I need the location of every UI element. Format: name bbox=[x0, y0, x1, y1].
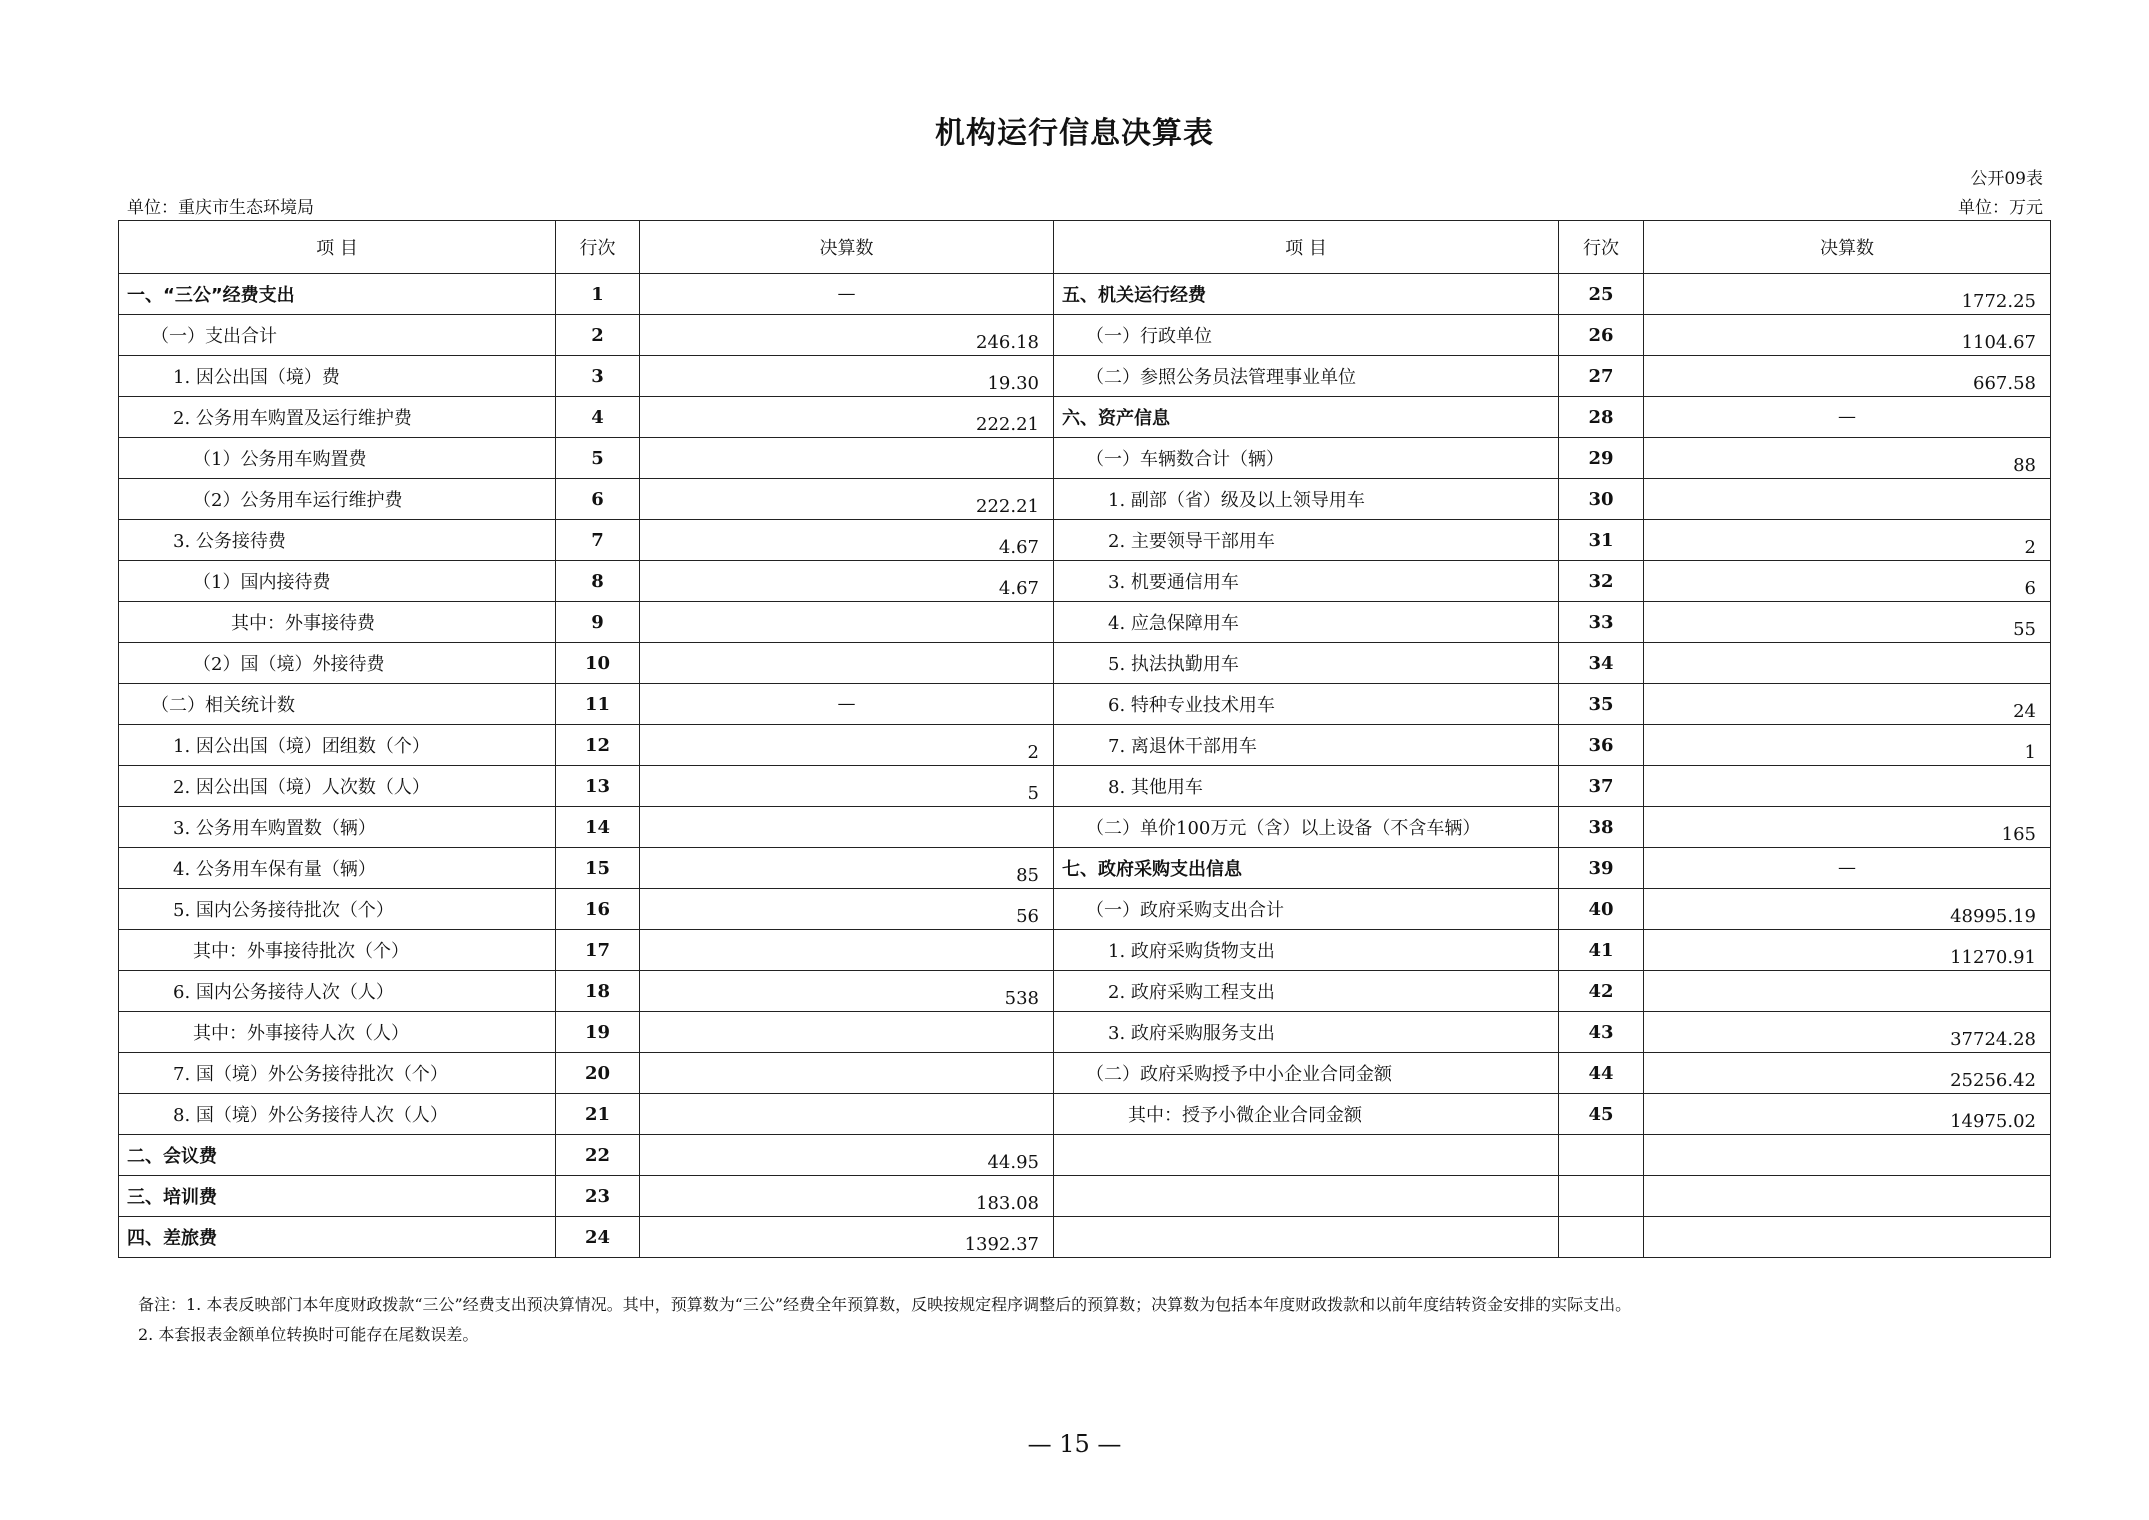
table-row bbox=[119, 602, 2051, 643]
header-item: 项 目 bbox=[119, 221, 556, 274]
right-item-label: （二）单价100万元（含）以上设备（不含车辆） bbox=[1054, 807, 1559, 848]
right-item-label: （一）车辆数合计（辆） bbox=[1054, 438, 1559, 479]
right-row-number bbox=[1559, 1135, 1644, 1176]
left-row-number: 21 bbox=[556, 1094, 640, 1135]
left-item-label: 一、“三公”经费支出 bbox=[119, 274, 556, 315]
right-item-label: 五、机关运行经费 bbox=[1054, 274, 1559, 315]
form-number: 公开09表 bbox=[1970, 169, 2043, 189]
table-body bbox=[119, 274, 2051, 1258]
left-row-number: 1 bbox=[556, 274, 640, 315]
page-title: 机构运行信息决算表 bbox=[935, 116, 1214, 151]
reporting-unit: 单位：重庆市生态环境局 bbox=[127, 198, 314, 218]
right-row-number: 32 bbox=[1559, 561, 1644, 602]
left-row-number: 18 bbox=[556, 971, 640, 1012]
left-amount-value: 1392.37 bbox=[640, 1217, 1054, 1258]
left-amount-value: 44.95 bbox=[640, 1135, 1054, 1176]
left-item-label: 3. 公务接待费 bbox=[119, 520, 556, 561]
table-row bbox=[119, 397, 2051, 438]
table-row bbox=[119, 1176, 2051, 1217]
left-item-label: 7. 国（境）外公务接待批次（个） bbox=[119, 1053, 556, 1094]
left-row-number: 13 bbox=[556, 766, 640, 807]
left-item-label: 5. 国内公务接待批次（个） bbox=[119, 889, 556, 930]
left-row-number: 14 bbox=[556, 807, 640, 848]
left-amount-value bbox=[640, 1012, 1054, 1053]
left-item-label: 三、培训费 bbox=[119, 1176, 556, 1217]
right-row-number bbox=[1559, 1176, 1644, 1217]
header-amount-right: 决算数 bbox=[1644, 221, 2051, 274]
notes bbox=[138, 1290, 1631, 1350]
left-row-number: 24 bbox=[556, 1217, 640, 1258]
right-row-number: 43 bbox=[1559, 1012, 1644, 1053]
left-amount-value bbox=[640, 438, 1054, 479]
right-item-label: 5. 执法执勤用车 bbox=[1054, 643, 1559, 684]
right-item-label: 2. 政府采购工程支出 bbox=[1054, 971, 1559, 1012]
right-row-number: 31 bbox=[1559, 520, 1644, 561]
table-row bbox=[119, 274, 2051, 315]
table-row bbox=[119, 315, 2051, 356]
table-row bbox=[119, 725, 2051, 766]
amount-unit: 单位：万元 bbox=[1958, 198, 2043, 218]
left-row-number: 6 bbox=[556, 479, 640, 520]
left-item-label: 其中：外事接待费 bbox=[119, 602, 556, 643]
table-row bbox=[119, 1012, 2051, 1053]
table-row bbox=[119, 356, 2051, 397]
left-amount-value: — bbox=[640, 684, 1054, 725]
left-row-number: 2 bbox=[556, 315, 640, 356]
left-row-number: 9 bbox=[556, 602, 640, 643]
left-row-number: 15 bbox=[556, 848, 640, 889]
left-item-label: 四、差旅费 bbox=[119, 1217, 556, 1258]
left-row-number: 3 bbox=[556, 356, 640, 397]
left-amount-value: 4.67 bbox=[640, 520, 1054, 561]
right-amount-value bbox=[1644, 1217, 2051, 1258]
left-item-label: （2）公务用车运行维护费 bbox=[119, 479, 556, 520]
right-item-label: 3. 政府采购服务支出 bbox=[1054, 1012, 1559, 1053]
table-row bbox=[119, 807, 2051, 848]
left-amount-value: 56 bbox=[640, 889, 1054, 930]
left-row-number: 19 bbox=[556, 1012, 640, 1053]
note-line-1: 备注：1. 本表反映部门本年度财政拨款“三公”经费支出预决算情况。其中，预算数为“三公”经费全年预算数，反映按规定程序调整后的预算数；决算数为包括本年度财政拨款和以前年度结转资金安排的实际支出。 bbox=[138, 1295, 1632, 1314]
left-item-label: 2. 公务用车购置及运行维护费 bbox=[119, 397, 556, 438]
right-item-label: 8. 其他用车 bbox=[1054, 766, 1559, 807]
right-amount-value: 14975.02 bbox=[1644, 1094, 2051, 1135]
right-amount-value: 11270.91 bbox=[1644, 930, 2051, 971]
right-item-label bbox=[1054, 1135, 1559, 1176]
table-row bbox=[119, 889, 2051, 930]
left-row-number: 5 bbox=[556, 438, 640, 479]
table-row bbox=[119, 684, 2051, 725]
left-row-number: 22 bbox=[556, 1135, 640, 1176]
right-row-number: 41 bbox=[1559, 930, 1644, 971]
right-row-number: 39 bbox=[1559, 848, 1644, 889]
right-row-number: 28 bbox=[1559, 397, 1644, 438]
header-amount: 决算数 bbox=[640, 221, 1054, 274]
table-row bbox=[119, 1217, 2051, 1258]
left-item-label: （1）公务用车购置费 bbox=[119, 438, 556, 479]
right-item-label: 其中：授予小微企业合同金额 bbox=[1054, 1094, 1559, 1135]
left-amount-value: 222.21 bbox=[640, 479, 1054, 520]
left-amount-value bbox=[640, 930, 1054, 971]
table-row bbox=[119, 848, 2051, 889]
header-row-no: 行次 bbox=[556, 221, 640, 274]
table-row bbox=[119, 766, 2051, 807]
note-line-2: 2. 本套报表金额单位转换时可能存在尾数误差。 bbox=[138, 1325, 479, 1344]
right-amount-value: 55 bbox=[1644, 602, 2051, 643]
right-item-label: 6. 特种专业技术用车 bbox=[1054, 684, 1559, 725]
right-row-number: 33 bbox=[1559, 602, 1644, 643]
left-item-label: 6. 国内公务接待人次（人） bbox=[119, 971, 556, 1012]
right-amount-value: 37724.28 bbox=[1644, 1012, 2051, 1053]
left-amount-value: 222.21 bbox=[640, 397, 1054, 438]
right-amount-value: 667.58 bbox=[1644, 356, 2051, 397]
right-item-label: （二）政府采购授予中小企业合同金额 bbox=[1054, 1053, 1559, 1094]
left-amount-value: 4.67 bbox=[640, 561, 1054, 602]
right-item-label: 2. 主要领导干部用车 bbox=[1054, 520, 1559, 561]
right-amount-value bbox=[1644, 1176, 2051, 1217]
right-item-label: 3. 机要通信用车 bbox=[1054, 561, 1559, 602]
table-row bbox=[119, 1094, 2051, 1135]
right-row-number: 29 bbox=[1559, 438, 1644, 479]
right-amount-value: 1104.67 bbox=[1644, 315, 2051, 356]
right-row-number: 40 bbox=[1559, 889, 1644, 930]
table-row bbox=[119, 520, 2051, 561]
right-amount-value bbox=[1644, 971, 2051, 1012]
left-item-label: （二）相关统计数 bbox=[119, 684, 556, 725]
right-item-label bbox=[1054, 1176, 1559, 1217]
left-item-label: （1）国内接待费 bbox=[119, 561, 556, 602]
right-row-number: 37 bbox=[1559, 766, 1644, 807]
right-item-label: 4. 应急保障用车 bbox=[1054, 602, 1559, 643]
header-row-no-right: 行次 bbox=[1559, 221, 1644, 274]
left-amount-value: 183.08 bbox=[640, 1176, 1054, 1217]
right-amount-value bbox=[1644, 1135, 2051, 1176]
right-amount-value: 88 bbox=[1644, 438, 2051, 479]
operation-info-table bbox=[118, 220, 2051, 1258]
left-item-label: （2）国（境）外接待费 bbox=[119, 643, 556, 684]
right-item-label: （一）行政单位 bbox=[1054, 315, 1559, 356]
right-amount-value: 25256.42 bbox=[1644, 1053, 2051, 1094]
right-row-number: 44 bbox=[1559, 1053, 1644, 1094]
left-row-number: 12 bbox=[556, 725, 640, 766]
header-item-right: 项 目 bbox=[1054, 221, 1559, 274]
left-item-label: （一）支出合计 bbox=[119, 315, 556, 356]
left-row-number: 4 bbox=[556, 397, 640, 438]
left-row-number: 16 bbox=[556, 889, 640, 930]
left-amount-value: 2 bbox=[640, 725, 1054, 766]
right-amount-value: 165 bbox=[1644, 807, 2051, 848]
right-item-label bbox=[1054, 1217, 1559, 1258]
left-row-number: 23 bbox=[556, 1176, 640, 1217]
right-item-label: 六、资产信息 bbox=[1054, 397, 1559, 438]
left-amount-value bbox=[640, 807, 1054, 848]
right-row-number: 36 bbox=[1559, 725, 1644, 766]
right-row-number bbox=[1559, 1217, 1644, 1258]
left-amount-value: 5 bbox=[640, 766, 1054, 807]
right-item-label: （一）政府采购支出合计 bbox=[1054, 889, 1559, 930]
right-item-label: （二）参照公务员法管理事业单位 bbox=[1054, 356, 1559, 397]
left-row-number: 11 bbox=[556, 684, 640, 725]
right-row-number: 34 bbox=[1559, 643, 1644, 684]
right-amount-value bbox=[1644, 479, 2051, 520]
left-item-label: 其中：外事接待人次（人） bbox=[119, 1012, 556, 1053]
table-row bbox=[119, 479, 2051, 520]
left-amount-value bbox=[640, 643, 1054, 684]
right-amount-value: 48995.19 bbox=[1644, 889, 2051, 930]
table-row bbox=[119, 971, 2051, 1012]
left-item-label: 3. 公务用车购置数（辆） bbox=[119, 807, 556, 848]
right-amount-value: 1 bbox=[1644, 725, 2051, 766]
right-item-label: 1. 政府采购货物支出 bbox=[1054, 930, 1559, 971]
right-row-number: 42 bbox=[1559, 971, 1644, 1012]
right-item-label: 7. 离退休干部用车 bbox=[1054, 725, 1559, 766]
left-item-label: 其中：外事接待批次（个） bbox=[119, 930, 556, 971]
left-amount-value: — bbox=[640, 274, 1054, 315]
table-row bbox=[119, 1053, 2051, 1094]
right-amount-value: 24 bbox=[1644, 684, 2051, 725]
table-row bbox=[119, 438, 2051, 479]
right-row-number: 30 bbox=[1559, 479, 1644, 520]
left-amount-value bbox=[640, 1053, 1054, 1094]
left-item-label: 2. 因公出国（境）人次数（人） bbox=[119, 766, 556, 807]
table-row bbox=[119, 561, 2051, 602]
right-amount-value bbox=[1644, 643, 2051, 684]
right-row-number: 27 bbox=[1559, 356, 1644, 397]
left-item-label: 4. 公务用车保有量（辆） bbox=[119, 848, 556, 889]
left-amount-value bbox=[640, 602, 1054, 643]
left-row-number: 10 bbox=[556, 643, 640, 684]
left-item-label: 8. 国（境）外公务接待人次（人） bbox=[119, 1094, 556, 1135]
table-row bbox=[119, 1135, 2051, 1176]
page-number: — 15 — bbox=[1027, 1430, 1122, 1458]
right-amount-value: 2 bbox=[1644, 520, 2051, 561]
right-amount-value: — bbox=[1644, 397, 2051, 438]
right-row-number: 38 bbox=[1559, 807, 1644, 848]
left-item-label: 二、会议费 bbox=[119, 1135, 556, 1176]
right-item-label: 七、政府采购支出信息 bbox=[1054, 848, 1559, 889]
right-amount-value bbox=[1644, 766, 2051, 807]
left-row-number: 17 bbox=[556, 930, 640, 971]
left-amount-value: 246.18 bbox=[640, 315, 1054, 356]
table-row bbox=[119, 643, 2051, 684]
table-header-row bbox=[119, 221, 2051, 274]
left-amount-value: 538 bbox=[640, 971, 1054, 1012]
right-row-number: 25 bbox=[1559, 274, 1644, 315]
left-amount-value: 19.30 bbox=[640, 356, 1054, 397]
right-row-number: 26 bbox=[1559, 315, 1644, 356]
right-amount-value: 6 bbox=[1644, 561, 2051, 602]
left-amount-value: 85 bbox=[640, 848, 1054, 889]
right-row-number: 35 bbox=[1559, 684, 1644, 725]
left-row-number: 8 bbox=[556, 561, 640, 602]
right-amount-value: — bbox=[1644, 848, 2051, 889]
left-row-number: 20 bbox=[556, 1053, 640, 1094]
right-item-label: 1. 副部（省）级及以上领导用车 bbox=[1054, 479, 1559, 520]
right-amount-value: 1772.25 bbox=[1644, 274, 2051, 315]
left-row-number: 7 bbox=[556, 520, 640, 561]
table-row bbox=[119, 930, 2051, 971]
left-amount-value bbox=[640, 1094, 1054, 1135]
left-item-label: 1. 因公出国（境）团组数（个） bbox=[119, 725, 556, 766]
left-item-label: 1. 因公出国（境）费 bbox=[119, 356, 556, 397]
right-row-number: 45 bbox=[1559, 1094, 1644, 1135]
